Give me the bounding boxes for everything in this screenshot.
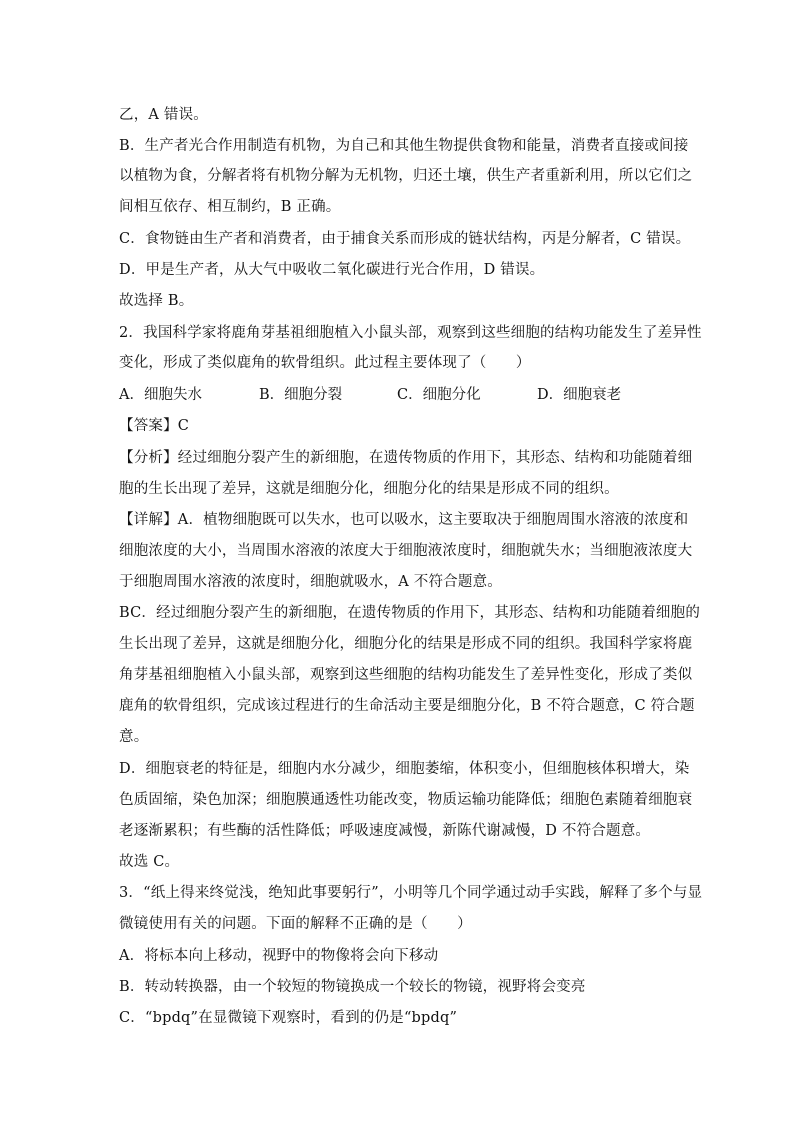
question-2-stem: 2．我国科学家将鹿角芽基祖细胞植入小鼠头部，观察到这些细胞的结构功能发生了差异性 xyxy=(119,325,702,341)
answer-line: 【答案】C xyxy=(119,418,190,434)
question-3-option-a: A．将标本向上移动，视野中的物像将会向下移动 xyxy=(119,948,439,964)
detail-line: 鹿角的软骨组织，完成该过程进行的生命活动主要是细胞分化，B 不符合题意，C 符合题 xyxy=(119,698,695,714)
detail-line: 角芽基祖细胞植入小鼠头部，观察到这些细胞的结构功能发生了差异性变化，形成了类似 xyxy=(119,667,693,683)
analysis-line: 【分析】经过细胞分裂产生的新细胞，在遗传物质的作用下，其形态、结构和功能随着细 xyxy=(119,450,693,466)
question-3-stem: 3．“纸上得来终觉浅，绝知此事要躬行”，小明等几个同学通过动手实践，解释了多个与显 xyxy=(119,885,703,901)
detail-line: 意。 xyxy=(119,729,149,745)
question-3-option-b: B．转动转换器，由一个较短的物镜换成一个较长的物镜，视野将会变亮 xyxy=(119,979,586,995)
text-line: 乙，A 错误。 xyxy=(119,107,208,123)
option-d: D．细胞衰老 xyxy=(537,387,622,403)
detail-line: 生长出现了差异，这就是细胞分化，细胞分化的结果是形成不同的组织。我国科学家将鹿 xyxy=(119,636,693,652)
text-line: B．生产者光合作用制造有机物，为自己和其他生物提供食物和能量，消费者直接或间接 xyxy=(119,138,689,154)
question-2-options xyxy=(119,383,679,403)
text-line: D．甲是生产者，从大气中吸收二氧化碳进行光合作用，D 错误。 xyxy=(119,262,545,278)
option-c: C．细胞分化 xyxy=(397,387,481,403)
text-line: C．食物链由生产者和消费者，由于捕食关系而形成的链状结构，丙是分解者，C 错误。 xyxy=(119,231,691,247)
text-line: 间相互依存、相互制约，B 正确。 xyxy=(119,199,341,215)
detail-line: 于细胞周围水溶液的浓度时，细胞就吸水，A 不符合题意。 xyxy=(119,574,502,590)
option-a: A．细胞失水 xyxy=(119,387,202,403)
text-line: 故选择 B。 xyxy=(119,293,194,309)
question-2-stem: 变化，形成了类似鹿角的软骨组织。此过程主要体现了（ ） xyxy=(119,355,531,371)
detail-line: D．细胞衰老的特征是，细胞内水分减少，细胞萎缩，体积变小，但细胞核体积增大，染 xyxy=(119,761,690,777)
analysis-line: 胞的生长出现了差异，这就是细胞分化，细胞分化的结果是形成不同的组织。 xyxy=(119,481,619,497)
conclusion-line: 故选 C。 xyxy=(119,854,180,870)
question-3-option-c: C．“bpdq”在显微镜下观察时，看到的仍是“bpdq” xyxy=(119,1010,458,1026)
detail-line: 细胞浓度的大小，当周围水溶液的浓度大于细胞液浓度时，细胞就失水；当细胞液浓度大 xyxy=(119,543,693,559)
question-3-stem: 微镜使用有关的问题。下面的解释不正确的是（ ） xyxy=(119,916,472,932)
detail-line: 色质固缩，染色加深；细胞膜通透性功能改变，物质运输功能降低；细胞色素随着细胞衰 xyxy=(119,792,693,808)
detail-line: 【详解】A．植物细胞既可以失水，也可以吸水，这主要取决于细胞周围水溶液的浓度和 xyxy=(119,512,689,528)
text-line: 以植物为食，分解者将有机物分解为无机物，归还土壤，供生产者重新利用，所以它们之 xyxy=(119,168,693,184)
option-b: B．细胞分裂 xyxy=(259,387,343,403)
detail-line: 老逐渐累积；有些酶的活性降低；呼吸速度减慢，新陈代谢减慢，D 不符合题意。 xyxy=(119,823,651,839)
detail-line: BC．经过细胞分裂产生的新细胞，在遗传物质的作用下，其形态、结构和功能随着细胞的 xyxy=(119,605,701,621)
